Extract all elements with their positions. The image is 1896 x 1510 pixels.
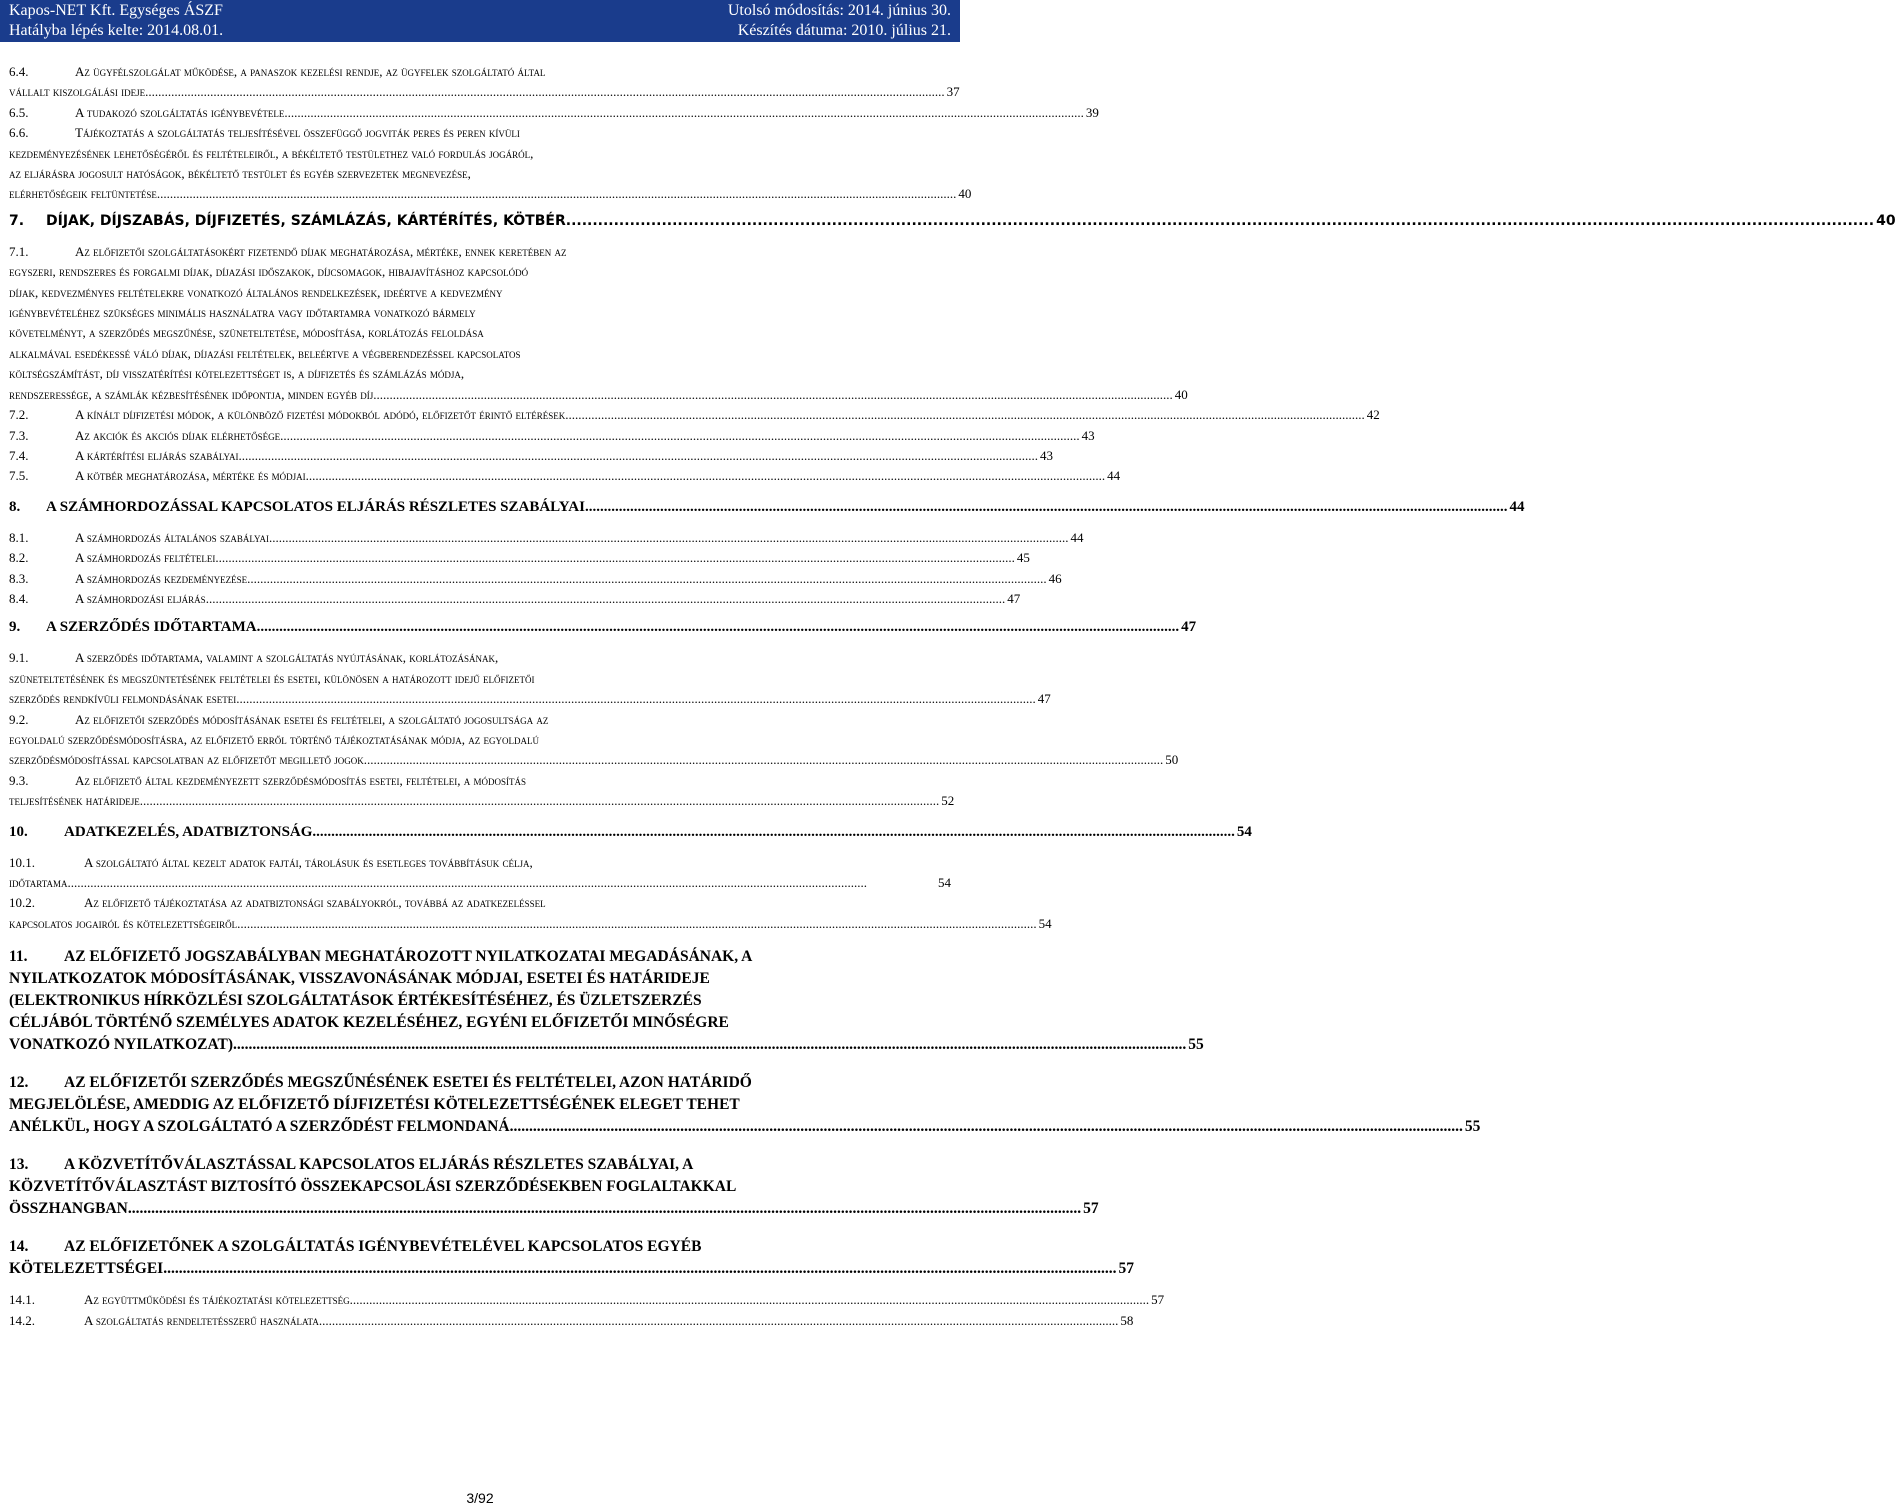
toc-title: A kötbér meghatározása, mértéke és módjai bbox=[75, 468, 306, 484]
toc-entry-7-1[interactable] bbox=[9, 242, 1188, 405]
toc-number: 9.1. bbox=[9, 650, 29, 666]
toc-page-number: 40 bbox=[1876, 212, 1896, 229]
page-number: 3/92 bbox=[466, 1490, 494, 1506]
toc-entry-10-1[interactable] bbox=[9, 853, 951, 894]
toc-number: 13. bbox=[9, 1156, 29, 1174]
toc-entry-7[interactable] bbox=[9, 211, 1896, 232]
toc-entry-9-3[interactable] bbox=[9, 771, 955, 812]
toc-leader bbox=[565, 405, 1365, 425]
toc-title: vállalt kiszolgálási ideje bbox=[9, 84, 146, 100]
toc-leader bbox=[257, 617, 1180, 638]
toc-entry-9[interactable] bbox=[9, 617, 1197, 638]
toc-title: A szolgáltatás rendeltetésszerű használata bbox=[84, 1312, 319, 1328]
toc-page-number: 47 bbox=[1007, 590, 1021, 606]
toc-title: Az előfizetői szolgáltatásokért fizetendő díjak meghatározása, mértéke, ennek keretében az bbox=[75, 243, 567, 259]
toc-page-number: 39 bbox=[1085, 104, 1099, 120]
toc-leader bbox=[145, 82, 945, 102]
toc-title: elérhetőségeik feltüntetése bbox=[9, 186, 157, 202]
toc-title: A SZÁMHORDOZÁSSAL KAPCSOLATOS ELJÁRÁS RÉSZLETES SZABÁLYAI bbox=[46, 498, 585, 515]
toc-entry-8[interactable] bbox=[9, 497, 1525, 518]
toc-title: VONATKOZÓ NYILATKOZAT) bbox=[9, 1036, 234, 1054]
toc-page-number: 54 bbox=[1038, 915, 1052, 931]
toc-entry-7-2[interactable] bbox=[9, 405, 1380, 425]
toc-entry-8-2[interactable] bbox=[9, 548, 1030, 568]
toc-title: A SZERZŐDÉS IDŐTARTAMA bbox=[46, 619, 257, 636]
toc-entry-8-1[interactable] bbox=[9, 528, 1084, 548]
toc-page-number: 47 bbox=[1181, 619, 1197, 636]
toc-title: költségszámítást, díj visszatérítési kötelezettséget is, a díjfizetés és számlázás módja, bbox=[9, 366, 465, 382]
toc-title: A tudakozó szolgáltatás igénybevétele bbox=[75, 104, 285, 120]
toc-leader bbox=[163, 1258, 1116, 1280]
toc-leader bbox=[68, 873, 936, 893]
toc-page-number: 57 bbox=[1151, 1292, 1165, 1308]
toc-page-number: 45 bbox=[1016, 550, 1030, 566]
toc-leader bbox=[236, 689, 1036, 709]
toc-title: Az előfizető által kezdeményezett szerződésmódosítás esetei, feltételei, a módosítás bbox=[75, 772, 526, 788]
toc-number: 7.2. bbox=[9, 407, 29, 423]
toc-number: 8.4. bbox=[9, 590, 29, 606]
toc-title: rendszeressége, a számlák kézbesítésének időpontja, minden egyéb díj bbox=[9, 386, 374, 402]
toc-entry-6-5[interactable] bbox=[9, 103, 1099, 123]
toc-leader bbox=[373, 385, 1173, 405]
toc-title: Tájékoztatás a szolgáltatás teljesítésével összefüggő jogviták peres és peren kívüli bbox=[75, 125, 520, 141]
toc-title: szerződésmódosítással kapcsolatban az előfizetőt megillető jogok bbox=[9, 752, 364, 768]
toc-title: Az ügyfélszolgálat működése, a panaszok kezelési rendje, az ügyfelek szolgáltató által bbox=[75, 64, 546, 79]
toc-title: KÖTELEZETTSÉGEI bbox=[9, 1260, 164, 1278]
toc-number: 7.3. bbox=[9, 427, 29, 443]
toc-title: Az előfizetői szerződés módosításának esetei és feltételei, a szolgáltató jogosultsága az bbox=[75, 711, 549, 727]
toc-number: 14.2. bbox=[9, 1312, 35, 1328]
toc-title: Az akciók és akciós díjak elérhetősége bbox=[75, 427, 281, 443]
table-of-contents bbox=[9, 62, 1896, 1331]
toc-title: kapcsolatos jogairól és kötelezettségeiről bbox=[9, 915, 238, 931]
toc-page-number: 42 bbox=[1366, 407, 1380, 423]
toc-leader bbox=[237, 914, 1037, 934]
toc-title: Az együttműködési és tájékoztatási kötelezettség bbox=[84, 1292, 350, 1308]
toc-number: 10.2. bbox=[9, 895, 35, 911]
toc-entry-11[interactable] bbox=[9, 946, 1204, 1056]
toc-page-number: 44 bbox=[1107, 468, 1121, 484]
toc-title: A kínált díjfizetési módok, a különböző fizetési módokból adódó, előfizetőt érintő eltérések bbox=[75, 407, 566, 423]
header-created-date: Készítés dátuma: 2010. július 21. bbox=[737, 22, 951, 39]
toc-page-number: 54 bbox=[938, 875, 951, 890]
toc-leader bbox=[269, 528, 1069, 548]
toc-title: A számhordozás kezdeményezése bbox=[75, 570, 248, 586]
toc-page-number: 37 bbox=[946, 84, 960, 100]
toc-number: 9. bbox=[9, 619, 21, 636]
toc-entry-8-4[interactable] bbox=[9, 589, 1021, 609]
toc-entry-8-3[interactable] bbox=[9, 569, 1062, 589]
toc-number: 11. bbox=[9, 948, 28, 966]
toc-leader bbox=[238, 446, 1038, 466]
toc-leader bbox=[312, 822, 1235, 843]
toc-entry-14-2[interactable] bbox=[9, 1311, 1134, 1331]
toc-page-number: 44 bbox=[1070, 529, 1084, 545]
toc-title: CÉLJÁBÓL TÖRTÉNŐ SZEMÉLYES ADATOK KEZELÉSÉHEZ, EGYÉNI ELŐFIZETŐI MINŐSÉGRE bbox=[9, 1014, 729, 1032]
header-modified-date: Utolsó módosítás: 2014. június 30. bbox=[727, 2, 951, 19]
toc-page-number: 43 bbox=[1081, 427, 1095, 443]
toc-entry-7-5[interactable] bbox=[9, 466, 1121, 486]
toc-number: 8.1. bbox=[9, 529, 29, 545]
toc-title: AZ ELŐFIZETŐI SZERZŐDÉS MEGSZŰNÉSÉNEK ESETEI ÉS FELTÉTELEI, AZON HATÁRIDŐ bbox=[64, 1074, 752, 1092]
toc-entry-7-3[interactable] bbox=[9, 426, 1095, 446]
toc-title: DÍJAK, DÍJSZABÁS, DÍJFIZETÉS, SZÁMLÁZÁS, KÁRTÉRÍTÉS, KÖTBÉR bbox=[46, 212, 566, 229]
toc-leader bbox=[247, 569, 1047, 589]
toc-title: Az előfizető tájékoztatása az adatbiztonsági szabályokról, továbbá az adatkezeléssel bbox=[84, 895, 546, 911]
toc-entry-14[interactable] bbox=[9, 1236, 1134, 1280]
toc-entry-14-1[interactable] bbox=[9, 1290, 1165, 1310]
toc-title: egyszeri, rendszeres és forgalmi díjak, díjazási időszakok, díjcsomagok, hibajavításhoz kapcsolódó bbox=[9, 264, 529, 280]
toc-title: A számhordozás általános szabályai bbox=[75, 529, 269, 545]
toc-title: A szolgáltató által kezelt adatok fajtái, tárolásuk és esetleges továbbításuk célja, bbox=[84, 854, 533, 870]
toc-page-number: 57 bbox=[1118, 1260, 1134, 1278]
toc-number: 6.6. bbox=[9, 125, 29, 141]
toc-page-number: 43 bbox=[1039, 447, 1053, 463]
toc-number: 8.3. bbox=[9, 570, 29, 586]
toc-leader bbox=[206, 589, 1006, 609]
toc-title: KÖZVETÍTŐVÁLASZTÁST BIZTOSÍTÓ ÖSSZEKAPCSOLÁSI SZERZŐDÉSEKBEN FOGLALTAKKAL bbox=[9, 1178, 737, 1196]
toc-leader bbox=[128, 1198, 1081, 1220]
toc-entry-7-4[interactable] bbox=[9, 446, 1053, 466]
toc-number: 9.2. bbox=[9, 711, 29, 727]
toc-leader bbox=[157, 184, 957, 204]
toc-page-number: 47 bbox=[1037, 691, 1051, 707]
toc-leader bbox=[233, 1034, 1186, 1056]
toc-title: AZ ELŐFIZETŐ JOGSZABÁLYBAN MEGHATÁROZOTT NYILATKOZATAI MEGADÁSÁNAK, A bbox=[64, 948, 753, 966]
toc-leader bbox=[319, 1311, 1119, 1331]
toc-leader bbox=[284, 103, 1084, 123]
toc-page-number: 52 bbox=[941, 793, 955, 809]
toc-title: szüneteltetésének és megszüntetésének feltételei és esetei, különösen a határozott idejű előfizetői bbox=[9, 670, 535, 686]
toc-page-number: 50 bbox=[1165, 752, 1179, 768]
toc-entry-6-4[interactable] bbox=[9, 62, 960, 103]
toc-title: alkalmával esedékessé váló díjak, díjazási feltételek, beleértve a végberendezéssel kapcsolatos bbox=[9, 345, 521, 361]
toc-title: (ELEKTRONIKUS HÍRKÖZLÉSI SZOLGÁLTATÁSOK ÉRTÉKESÍTÉSÉHEZ, ÉS ÜZLETSZERZÉS bbox=[9, 992, 702, 1010]
toc-title: A szerződés időtartama, valamint a szolgáltatás nyújtásának, korlátozásának, bbox=[75, 650, 499, 666]
toc-title: kezdeményezésének lehetőségéről és feltételeiről, a békéltető testülethez való fordulás jogáról, bbox=[9, 145, 534, 161]
toc-page-number: 40 bbox=[1174, 386, 1188, 402]
toc-title: díjak, kedvezményes feltételekre vonatkozó általános rendelkezések, ideértve a kedvezmény bbox=[9, 284, 503, 300]
header-effective-date: Hatályba lépés kelte: 2014.08.01. bbox=[9, 22, 224, 39]
toc-number: 7. bbox=[9, 212, 25, 229]
toc-title: AZ ELŐFIZETŐNEK A SZOLGÁLTATÁS IGÉNYBEVÉTELÉVEL KAPCSOLATOS EGYÉB bbox=[64, 1238, 702, 1256]
toc-entry-6-6[interactable] bbox=[9, 123, 972, 205]
toc-entry-9-1[interactable] bbox=[9, 648, 1051, 709]
toc-page-number: 54 bbox=[1236, 823, 1252, 840]
toc-title: ANÉLKÜL, HOGY A SZOLGÁLTATÓ A SZERZŐDÉST FELMONDANÁ bbox=[9, 1118, 510, 1136]
toc-title: teljesítésének határideje bbox=[9, 793, 140, 809]
header-company: Kapos-NET Kft. Egységes ÁSZF bbox=[9, 2, 223, 19]
toc-title: MEGJELÖLÉSE, AMEDDIG AZ ELŐFIZETŐ DÍJFIZETÉSI KÖTELEZETTSÉGÉNEK ELEGET TEHET bbox=[9, 1096, 740, 1114]
toc-title: egyoldalú szerződésmódosításra, az előfizető erről történő tájékoztatásának módja, az egyoldalú bbox=[9, 731, 539, 747]
toc-number: 8. bbox=[9, 498, 21, 515]
toc-entry-10-2[interactable] bbox=[9, 893, 1052, 934]
toc-leader bbox=[140, 791, 940, 811]
toc-entry-10[interactable] bbox=[9, 822, 1252, 843]
toc-title: ÖSSZHANGBAN bbox=[9, 1200, 128, 1218]
toc-leader bbox=[306, 466, 1106, 486]
toc-title: igénybevételéhez szükséges minimális használatra vagy időtartamra vonatkozó bármely bbox=[9, 305, 476, 321]
toc-page-number: 57 bbox=[1083, 1200, 1099, 1218]
toc-entry-9-2[interactable] bbox=[9, 710, 1179, 771]
toc-title: A kártérítési eljárás szabályai bbox=[75, 447, 239, 463]
toc-entry-12[interactable] bbox=[9, 1072, 1481, 1138]
toc-title: szerződés rendkívüli felmondásának esetei bbox=[9, 691, 237, 707]
toc-number: 12. bbox=[9, 1074, 29, 1092]
toc-title: NYILATKOZATOK MÓDOSÍTÁSÁNAK, VISSZAVONÁSÁNAK MÓDJAI, ESETEI ÉS HATÁRIDEJE bbox=[9, 970, 710, 988]
toc-title: A KÖZVETÍTŐVÁLASZTÁSSAL KAPCSOLATOS ELJÁRÁS RÉSZLETES SZABÁLYAI, A bbox=[64, 1156, 694, 1174]
toc-title: követelményt, a szerződés megszűnése, szüneteltetése, módosítása, korlátozás feloldása bbox=[9, 325, 484, 341]
toc-number: 6.4. bbox=[9, 64, 29, 79]
toc-number: 10.1. bbox=[9, 854, 35, 870]
toc-leader bbox=[585, 497, 1508, 518]
toc-number: 10. bbox=[9, 823, 28, 840]
toc-leader bbox=[215, 548, 1015, 568]
toc-page-number: 40 bbox=[958, 186, 972, 202]
toc-title: A számhordozás feltételei bbox=[75, 550, 216, 566]
toc-page-number: 55 bbox=[1464, 1118, 1481, 1136]
toc-page-number: 58 bbox=[1120, 1312, 1134, 1328]
toc-title: ADATKEZELÉS, ADATBIZTONSÁG bbox=[64, 823, 313, 840]
toc-page-number: 55 bbox=[1188, 1036, 1204, 1054]
page-header bbox=[0, 0, 960, 42]
toc-leader bbox=[350, 1290, 1150, 1310]
toc-title: A számhordozási eljárás bbox=[75, 590, 206, 606]
toc-page-number: 44 bbox=[1509, 498, 1525, 515]
toc-number: 14. bbox=[9, 1238, 29, 1256]
toc-leader bbox=[510, 1116, 1463, 1138]
toc-number: 7.1. bbox=[9, 243, 29, 259]
toc-leader bbox=[280, 426, 1080, 446]
toc-entry-13[interactable] bbox=[9, 1154, 1099, 1220]
toc-leader bbox=[566, 211, 1874, 232]
toc-page-number: 46 bbox=[1048, 570, 1062, 586]
toc-number: 6.5. bbox=[9, 104, 29, 120]
toc-number: 8.2. bbox=[9, 550, 29, 566]
toc-number: 14.1. bbox=[9, 1292, 35, 1308]
toc-title: időtartama bbox=[9, 875, 68, 890]
toc-number: 9.3. bbox=[9, 772, 29, 788]
toc-number: 7.4. bbox=[9, 447, 29, 463]
toc-number: 7.5. bbox=[9, 468, 29, 484]
toc-title: az eljárásra jogosult hatóságok, békéltető testület és egyéb szervezetek megnevezése, bbox=[9, 166, 471, 182]
toc-leader bbox=[364, 750, 1164, 770]
